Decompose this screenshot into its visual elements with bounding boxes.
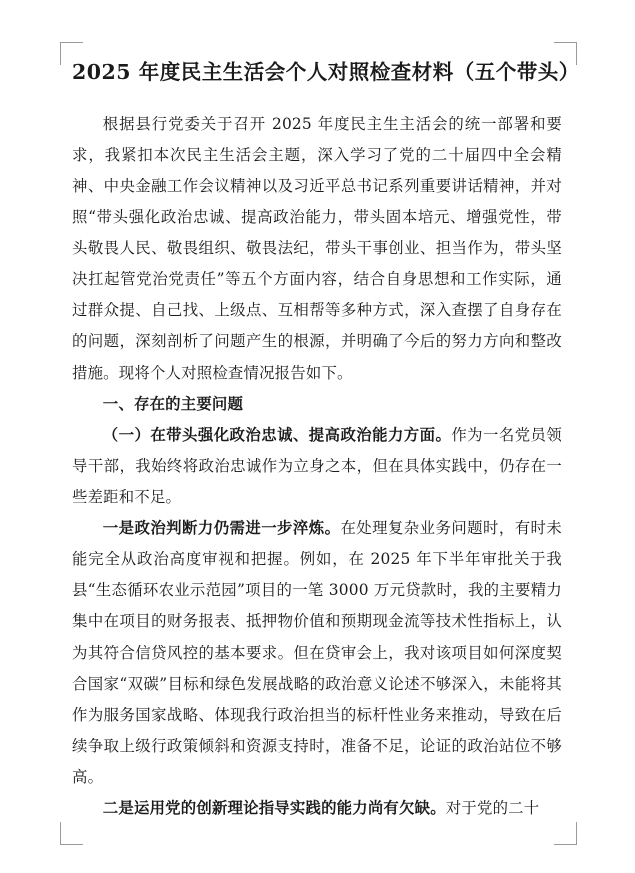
paragraph-text: 作为一名党员领导干部，我始终将政治忠诚作为立身之本，但在具体实践中，仍存在一些差距和不足。 (72, 425, 562, 506)
paragraph-item-1-1-b (72, 793, 562, 824)
page-title: 2025 年度民主生活会个人对照检查材料（五个带头） (72, 60, 580, 84)
crop-mark-bottom-left (60, 822, 83, 845)
paragraph-lead: （一）在带头强化政治忠诚、提高政治能力方面。 (102, 425, 452, 444)
paragraph-lead: 一是政治判断力仍需进一步淬炼。 (102, 519, 341, 538)
paragraph-lead: 二是运用党的创新理论指导实践的能力尚有欠缺。 (102, 799, 446, 818)
paragraph-item-1-1-a (72, 513, 562, 793)
paragraph-text: 根据县行党委关于召开 2025 年度民主生主活会的统一部署和要求，我紧扣本次民主生活会主题，深入学习了党的二十届四中全会精神、中央金融工作会议精神以及习近平总书记系列重要讲话精神，并对照“带头强化政治忠诚、提高政治能力，带头固本培元、增强党性，带头敬畏人民、敬畏组织、敬畏法纪，带头干事创业、担当作为，带头坚决扛起管党治党责任”等五个方面内容，结合自身思想和工作实际，通过群众提、自己找、上级点、互相帮等多种方式，深入查摆了自身存在的问题，深刻剖析了问题产生的根源，并明确了今后的努力方向和整改措施。现将个人对照检查情况报告如下。 (72, 114, 562, 382)
document-body (72, 58, 580, 824)
paragraph-text: 在处理复杂业务问题时，有时未能完全从政治高度审视和把握。例如，在 2025 年下半年审批关于我县“生态循环农业示范园”项目的一笔 3000 万元贷款时，我的主要精力集中在项目的财务报表、抵押物价值和预期现金流等技术性指标上，认为其符合信贷风控的基本要求。但在贷审会上，我对该项目如何深度契合国家“双碳”目标和绿色发展战略的政治意义论述不够深入，未能将其作为服务国家战略、体现我行政治担当的标杆性业务来推动，导致在后续争取上级行政策倾斜和资源支持时，准备不足，论证的政治站位不够高。 (72, 519, 562, 786)
section-heading-1 (72, 389, 562, 420)
paragraph-item-1-1 (72, 420, 562, 513)
crop-mark-bottom-right (554, 822, 577, 845)
paragraph-text: 一、存在的主要问题 (102, 394, 244, 413)
paragraph-text: 对于党的二十 (445, 799, 540, 818)
paragraph-intro (72, 109, 562, 389)
